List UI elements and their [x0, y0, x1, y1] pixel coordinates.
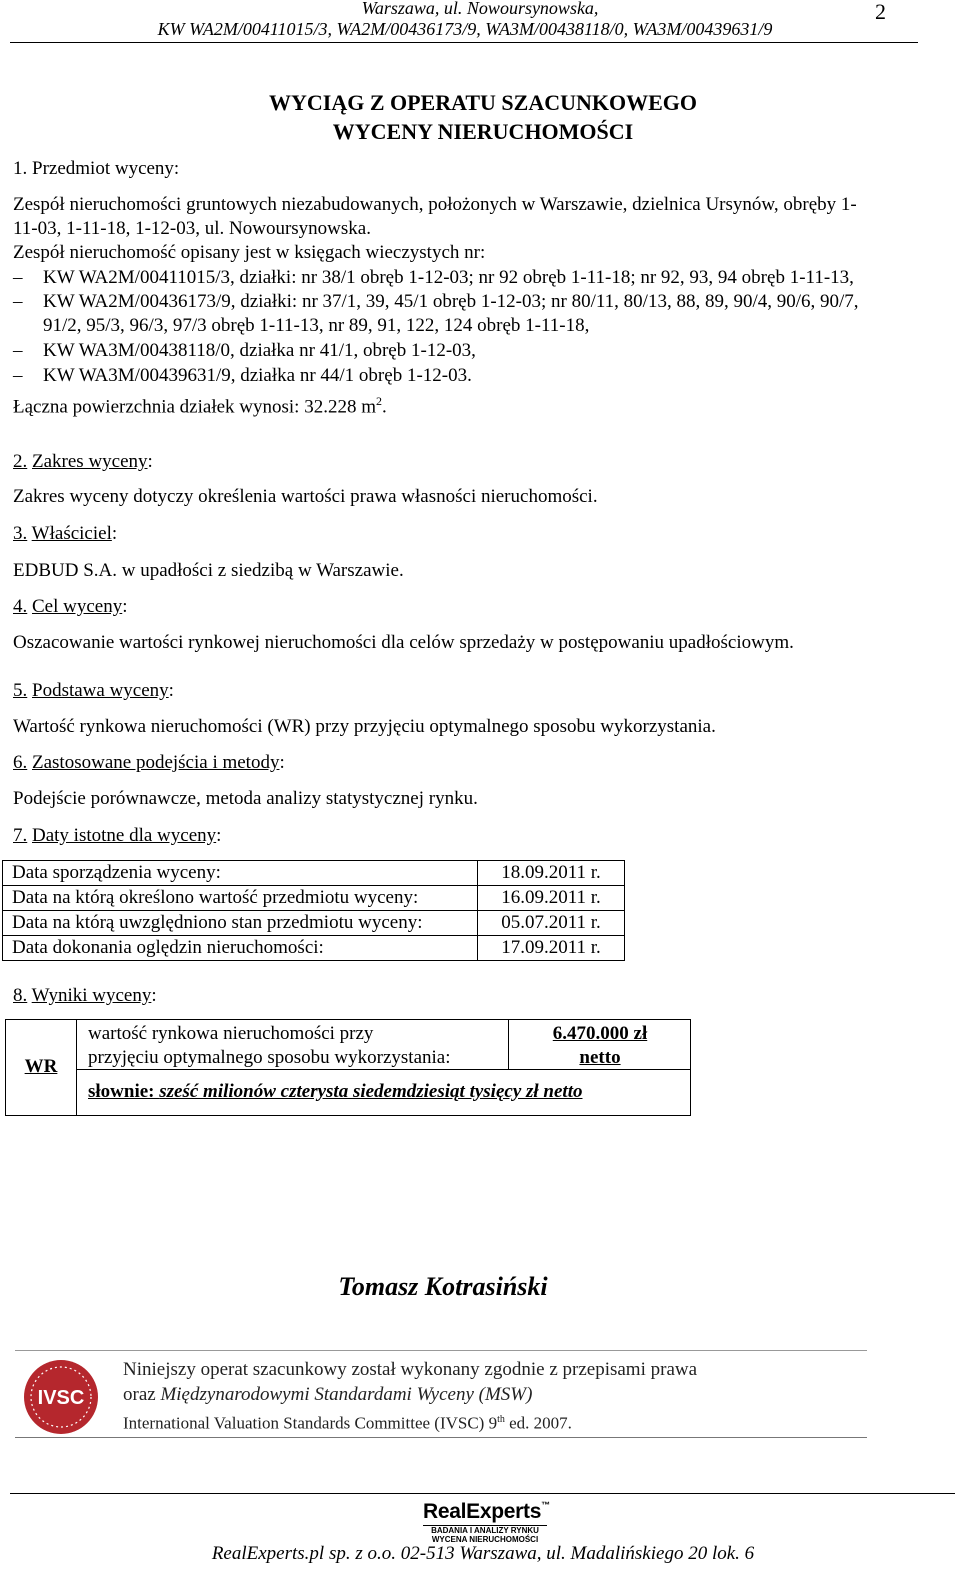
total-area: Łączna powierzchnia działek wynosi: 32.228 $m^2$. — [13, 394, 387, 418]
wr-value-cell — [508, 1020, 691, 1070]
date-value: 17.09.2011 r. — [478, 936, 625, 961]
dash-bullet: – — [13, 365, 23, 386]
header-divider — [10, 42, 918, 43]
ivsc-top-rule — [15, 1350, 867, 1351]
dates-table — [2, 860, 625, 961]
table-row — [3, 936, 625, 961]
dash-bullet: – — [13, 291, 23, 312]
table-row — [3, 861, 625, 886]
description-line-1: Zespół nieruchomości gruntowych niezabudowanych, położonych w Warszawie, dzielnica Ursynów, obręby 1- — [13, 194, 857, 215]
date-label: Data sporządzenia wyceny: — [3, 861, 478, 886]
ivsc-bottom-rule — [15, 1437, 867, 1438]
date-value: 16.09.2011 r. — [478, 886, 625, 911]
description-line-2: 11-03, 1-11-18, 1-12-03, ul. Nowoursynowska. — [13, 218, 371, 239]
section-3-text: EDBUD S.A. w upadłości z siedzibą w Warszawie. — [13, 560, 404, 581]
list-item — [13, 266, 953, 290]
ivsc-compliance-note — [123, 1357, 843, 1436]
section-8-heading: 8. Wyniki wyceny: — [13, 985, 157, 1006]
section-5-heading: 5. Podstawa wyceny: — [13, 680, 174, 701]
wr-value-in-words: słownie: sześć milionów czterysta siedemdziesiąt tysięcy zł netto — [88, 1081, 583, 1102]
section-2-heading: 2. Zakres wyceny: — [13, 451, 153, 472]
date-value: 18.09.2011 r. — [478, 861, 625, 886]
list-item — [13, 364, 953, 388]
section-6-text: Podejście porównawcze, metoda analizy statystycznej rynku. — [13, 788, 478, 809]
list-item-text — [43, 290, 955, 338]
section-4-heading: 4. Cel wyceny: — [13, 596, 128, 617]
list-item-line-1: KW WA2M/00436173/9, działki: nr 37/1, 39, 45/1 obręb 1-12-03; nr 80/11, 80/13, 88, 89, 90/4, 90/6, 90/7, — [43, 291, 859, 312]
section-2-text: Zakres wyceny dotyczy określenia wartości prawa własności nieruchomości. — [13, 486, 598, 507]
list-item-line-2: 91/2, 95/3, 96/3, 97/3 obręb 1-11-13, nr 89, 91, 122, 124 obręb 1-11-18, — [43, 315, 590, 336]
header-land-registers: KW WA2M/00411015/3, WA2M/00436173/9, WA3M/00438118/0, WA3M/00439631/9 — [157, 19, 773, 39]
footer-address: RealExperts.pl sp. z o.o. 02-513 Warszawa, ul. Madalińskiego 20 lok. 6 — [211, 1543, 755, 1564]
date-value: 05.07.2011 r. — [478, 911, 625, 936]
table-row — [3, 911, 625, 936]
wr-value: 6.470.000 zł netto — [552, 1023, 648, 1068]
table-row — [3, 886, 625, 911]
list-item-text: KW WA2M/00411015/3, działki: nr 38/1 obręb 1-12-03; nr 92 obręb 1-11-18; nr 92, 93, 94 obręb 1-11-13, — [43, 267, 854, 288]
realexperts-logo: RealExperts™ BADANIA I ANALIZY RYNKU WYCENA NIERUCHOMOŚCI — [423, 1500, 550, 1544]
title-line-1: WYCIĄG Z OPERATU SZACUNKOWEGO — [268, 90, 698, 115]
ivsc-line-2: oraz Międzynarodowymi Standardami Wyceny (MSW) — [123, 1384, 533, 1405]
wr-label-cell — [6, 1020, 77, 1115]
valuation-result-box — [5, 1019, 691, 1116]
dash-bullet: – — [13, 340, 23, 361]
land-register-intro: Zespół nieruchomość opisany jest w księgach wieczystych nr: — [13, 242, 486, 263]
page-number: 2 — [875, 0, 886, 24]
list-item-text: KW WA3M/00438118/0, działka nr 41/1, obręb 1-12-03, — [43, 340, 476, 361]
date-label: Data na którą określono wartość przedmiotu wyceny: — [3, 886, 478, 911]
ivsc-line-1: Niniejszy operat szacunkowy został wykonany zgodnie z przepisami prawa — [123, 1359, 698, 1380]
section-1-description — [13, 193, 953, 265]
svg-text:IVSC: IVSC — [37, 1387, 85, 1409]
dash-bullet: – — [13, 267, 23, 288]
header-location: Warszawa, ul. Nowoursynowska, — [361, 0, 599, 18]
date-label: Data na którą uwzględniono stan przedmiotu wyceny: — [3, 911, 478, 936]
document-title — [200, 88, 766, 146]
wr-divider — [76, 1069, 690, 1070]
section-1-heading: 1. Przedmiot wyceny: — [13, 158, 180, 179]
wr-label: WR — [24, 1056, 58, 1077]
list-item — [13, 339, 953, 363]
section-5-text: Wartość rynkowa nieruchomości (WR) przy przyjęciu optymalnego sposobu wykorzystania. — [13, 716, 716, 737]
section-6-heading: 6. Zastosowane podejścia i metody: — [13, 752, 285, 773]
footer-divider — [10, 1493, 955, 1494]
section-4-text: Oszacowanie wartości rynkowej nieruchomości dla celów sprzedaży w postępowaniu upadłościowym. — [13, 632, 794, 653]
date-label: Data dokonania oględzin nieruchomości: — [3, 936, 478, 961]
list-item — [13, 290, 953, 338]
appraiser-signature: Tomasz Kotrasiński — [338, 1272, 548, 1301]
section-7-heading: 7. Daty istotne dla wyceny: — [13, 825, 222, 846]
list-item-text: KW WA3M/00439631/9, działka nr 44/1 obręb 1-12-03. — [43, 365, 472, 386]
wr-description: wartość rynkowa nieruchomości przy przyjęciu optymalnego sposobu wykorzystania: — [88, 1023, 451, 1068]
ivsc-line-3: International Valuation Standards Committee (IVSC) 9th ed. 2007. — [123, 1413, 572, 1433]
title-line-2: WYCENY NIERUCHOMOŚCI — [332, 119, 634, 144]
ivsc-logo-icon — [22, 1358, 100, 1436]
section-3-heading: 3. Właściciel: — [13, 523, 118, 544]
